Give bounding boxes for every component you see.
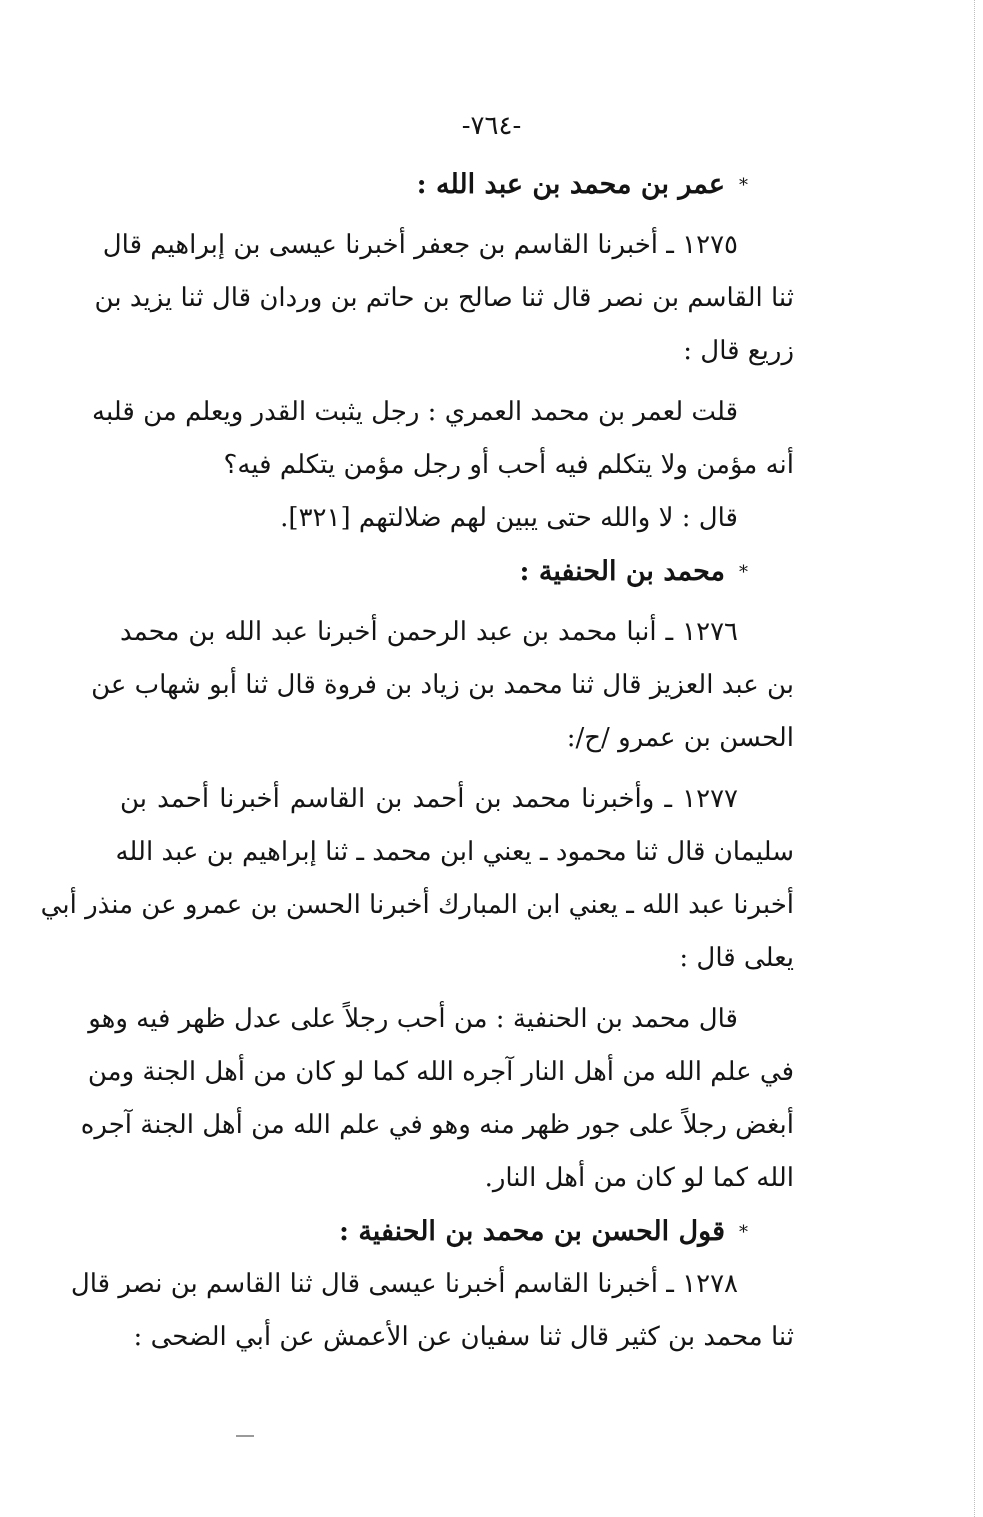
- paragraph-line: يعلى قال :: [679, 943, 794, 973]
- paragraph-line: ١٢٧٨ ـ أخبرنا القاسم أخبرنا عيسى قال ثنا القاسم بن نصر قال: [70, 1269, 738, 1299]
- asterisk-marker: *: [739, 562, 748, 583]
- section-heading: [120, 1205, 794, 1258]
- section-heading: [120, 158, 794, 211]
- paragraph-line: ثنا القاسم بن نصر قال ثنا صالح بن حاتم بن وردان قال ثنا يزيد بن: [94, 283, 794, 313]
- paragraph-line: أخبرنا عبد الله ـ يعني ابن المبارك أخبرنا الحسن بن عمرو عن منذر أبي: [40, 890, 794, 920]
- asterisk-marker: *: [739, 1222, 748, 1243]
- paragraph-line: بن عبد العزيز قال ثنا محمد بن زياد بن فروة قال ثنا أبو شهاب عن: [91, 670, 794, 700]
- paragraph-line: زريع قال :: [683, 336, 794, 366]
- paragraph-line: أبغض رجلاً على جور ظهر منه وهو في علم الله من أهل الجنة آجره: [80, 1110, 794, 1140]
- paragraph-line: قال : لا والله حتى يبين لهم ضلالتهم [٣٢١].: [280, 503, 738, 533]
- asterisk-marker: *: [739, 175, 748, 196]
- paragraph-line: في علم الله من أهل النار آجره الله كما لو كان من أهل الجنة ومن: [87, 1057, 794, 1087]
- paragraph-line: ١٢٧٧ ـ وأخبرنا محمد بن أحمد بن القاسم أخبرنا أحمد بن: [120, 784, 738, 814]
- paragraph-line: ١٢٧٦ ـ أنبا محمد بن عبد الرحمن أخبرنا عبد الله بن محمد: [120, 617, 738, 647]
- section-heading-text: قول الحسن بن محمد بن الحنفية :: [338, 1216, 725, 1247]
- section-heading-text: محمد بن الحنفية :: [519, 556, 725, 587]
- scan-edge-line: [973, 0, 975, 1517]
- paragraph-line: سليمان قال ثنا محمود ـ يعني ابن محمد ـ ثنا إبراهيم بن عبد الله: [115, 837, 794, 867]
- page-number: -٧٦٤-: [461, 111, 522, 141]
- paragraph-line: قلت لعمر بن محمد العمري : رجل يثبت القدر ويعلم من قلبه: [92, 397, 738, 427]
- section-heading: [120, 545, 794, 598]
- scan-speck: [236, 1435, 254, 1437]
- paragraph-line: الحسن بن عمرو /ح/:: [566, 723, 794, 753]
- paragraph-line: أنه مؤمن ولا يتكلم فيه أحب أو رجل مؤمن يتكلم فيه؟: [223, 450, 794, 480]
- page-body: [40, 158, 794, 1364]
- paragraph-line: قال محمد بن الحنفية : من أحب رجلاً على عدل ظهر فيه وهو: [88, 1004, 738, 1034]
- paragraph-line: الله كما لو كان من أهل النار.: [484, 1163, 794, 1193]
- paragraph-line: ثنا محمد بن كثير قال ثنا سفيان عن الأعمش عن أبي الضحى :: [133, 1322, 794, 1352]
- section-heading-text: عمر بن محمد بن عبد الله :: [416, 169, 725, 200]
- paragraph-line: ١٢٧٥ ـ أخبرنا القاسم بن جعفر أخبرنا عيسى بن إبراهيم قال: [102, 230, 738, 260]
